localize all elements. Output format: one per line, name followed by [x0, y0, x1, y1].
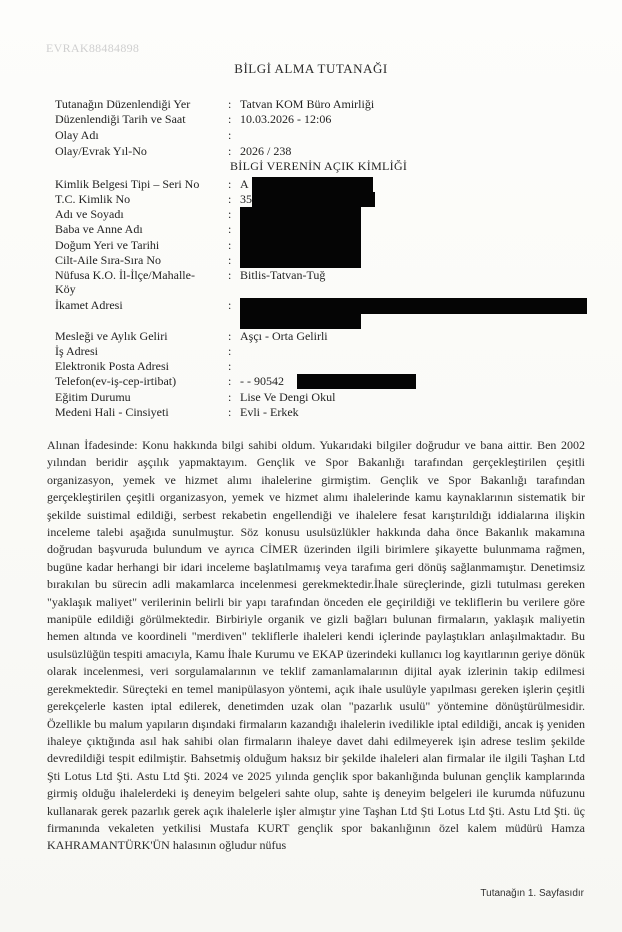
redaction-bar	[240, 222, 361, 268]
watermark: EVRAK88484898	[46, 41, 140, 55]
field-label-line2: Köy	[55, 282, 76, 296]
field-work-address: İş Adresi :	[55, 344, 232, 358]
field-label: Eğitim Durumu	[55, 390, 131, 404]
field-birth: Doğum Yeri ve Tarihi :	[55, 238, 232, 252]
redaction-bar	[252, 192, 375, 207]
field-value: Lise Ve Dengi Okul	[240, 390, 336, 404]
field-label: Nüfusa K.O. İl-İlçe/Mahalle-	[55, 268, 195, 282]
field-label: Olay Adı	[55, 128, 99, 142]
field-place: Tutanağın Düzenlendiği Yer : Tatvan KOM Büro Amirliği	[55, 97, 375, 111]
field-value: Evli - Erkek	[240, 405, 299, 419]
redaction-bar	[240, 314, 361, 329]
field-label: İş Adresi	[55, 344, 98, 358]
field-value: 2026 / 238	[240, 144, 292, 158]
field-occupation: Mesleği ve Aylık Geliri : Aşçı - Orta Gelirli	[55, 329, 328, 343]
field-phone: Telefon(ev-iş-cep-irtibat) : - - 90542	[55, 374, 284, 388]
field-label: Düzenlendiği Tarih ve Saat	[55, 112, 186, 126]
field-value: 35	[240, 192, 252, 206]
document-title: BİLGİ ALMA TUTANAĞI	[234, 61, 388, 76]
field-label: Baba ve Anne Adı	[55, 222, 143, 236]
field-label: Elektronik Posta Adresi	[55, 359, 169, 373]
redaction-bar	[240, 207, 361, 222]
field-parents: Baba ve Anne Adı :	[55, 222, 232, 236]
field-registry-location: Nüfusa K.O. İl-İlçe/Mahalle- Köy : Bitlis-Tatvan-Tuğ	[55, 268, 326, 296]
field-label: İkamet Adresi	[55, 298, 123, 312]
field-event-name: Olay Adı :	[55, 128, 232, 142]
field-value: Aşçı - Orta Gelirli	[240, 329, 328, 343]
field-label: Olay/Evrak Yıl-No	[55, 144, 147, 158]
field-tc-id: T.C. Kimlik No : 35	[55, 192, 252, 206]
field-marital-gender: Medeni Hali - Cinsiyeti : Evli - Erkek	[55, 405, 299, 419]
statement-text: Alınan İfadesinde: Konu hakkında bilgi sahibi oldum. Yukarıdaki bilgiler doğrudur ve bana aittir. Ben 2002 yılından beridir aşçılık yapmaktayım. Gençlik ve Spor Bakanlığı tarafından gerçekleştirilen çeşitli organizasyon, yemek ve hizmet alımı ihalelerine girmiştim. Gençlik ve Spor Bakanlığı tarafından gerçekleştirilen çeşitli organizasyon, yemek ve hizmet alımı ihalelerinde kamu kaynaklarının sistematik bir şekilde suistimal edildiği, serbest rekabetin engellendiği ve ihalelere fesat karıştırıldığı iddialarına ilişkin inceleme talebi aşağıda sunulmuştur. Söz konusu usulsüzlükler hakkında daha önce Bakanlık makamına doğrudan başvuruda bulundum ve ayrıca CİMER üzerinden ilgili birimlere şikayette bulunmama rağmen, bugüne kadar herhangi bir idari inceleme başlatılmamış veya tarafıma geri dönüş sağlanmamıştır. Denetimsiz bırakılan bu sürecin adli makamlarca incelenmesi gerekmektedir.İhale süreçlerinde, gizli tutulması gereken "yaklaşık maliyet" verilerinin belirli bir yapı tarafından önceden ele geçirildiği ve tekliflerin bu verilere göre manipüle edildiği görülmektedir. Birbiriyle organik ve gizli bağları bulunan firmaların, yaklaşık maliyetin hemen altında ve koordineli "merdiven" tekliflerle ihaleleri kendi içlerinde paylaştıkları anlaşılmaktadır. Bu usulsüzlüğün tespiti amacıyla, Kamu İhale Kurumu ve EKAP üzerindeki kullanıcı log kayıtlarının geriye dönük olarak incelenmesi, veri sorgulamalarının ve teklif zamanlamalarının dijital ayak izlerinin takip edilmesi gerekmektedir. Süreçteki en temel manipülasyon yöntemi, açık ihale usulüyle yapılması gereken işlerin çeşitli gerekçelerle kasten iptal edilerek, denetimden uzak olan "pazarlık usulü" yöntemine dönüştürülmesidir. Özellikle bu malum yapıların dışındaki firmaların kazandığı ihalelerin ivedilikle iptal edildiği, ancak iş yeniden ihaleye çıktığında asıl hak sahibi olan firmaların ihaleye davet dahi edilmeyerek işin adrese teslim şekilde devredildiği tespit edilmiştir. Bahsetmiş olduğum haksız bir şekilde ihaleleri alan firmalar ile ilgili Taşhan Ltd Şti Lotus Ltd Şti. Astu Ltd Şti. 2024 ve 2025 yılında gençlik spor bakanlığında bulunan gençlik kamplarında girmiş olduğu ihalelerdeki iş deneyim belgeleri sahte olup, sahte iş deneyim belgeleri ile kurumda nüfuzunu kullanarak gerek pazarlık gerek açık ihalelerle işler almıştır yine Taşhan Ltd Şti Lotus Ltd Şti. Astu Ltd Şti. üç firmanında vekaleten yetkilisi Mustafa KURT gençlik spor bakanlığının özel kalem müdürü Hamza KAHRAMANTÜRK'ÜN halasının oğludur nüfus	[47, 438, 585, 853]
field-value: A	[240, 177, 249, 191]
field-label: Adı ve Soyadı	[55, 207, 124, 221]
field-full-name: Adı ve Soyadı :	[55, 207, 232, 221]
field-label: Medeni Hali - Cinsiyeti	[55, 405, 169, 419]
field-value: Tatvan KOM Büro Amirliği	[240, 97, 375, 111]
field-id-type-serial: Kimlik Belgesi Tipi – Seri No : A	[55, 177, 249, 191]
field-email: Elektronik Posta Adresi :	[55, 359, 232, 373]
section-header: BİLGİ VERENİN AÇIK KİMLİĞİ	[230, 159, 408, 173]
field-registry-no: Cilt-Aile Sıra-Sıra No :	[55, 253, 232, 267]
field-value: Bitlis-Tatvan-Tuğ	[240, 268, 326, 282]
field-event-year-no: Olay/Evrak Yıl-No : 2026 / 238	[55, 144, 292, 158]
field-value: - - 90542	[240, 374, 284, 388]
redaction-bar	[252, 177, 373, 192]
page-footer: Tutanağın 1. Sayfasıdır	[480, 888, 584, 899]
field-value: 10.03.2026 - 12:06	[240, 112, 332, 126]
field-label: Cilt-Aile Sıra-Sıra No	[55, 253, 161, 267]
field-label: T.C. Kimlik No	[55, 192, 131, 206]
field-label: Mesleği ve Aylık Geliri	[55, 329, 168, 343]
redaction-bar	[240, 298, 587, 314]
field-address: İkamet Adresi :	[55, 298, 232, 312]
redaction-bar	[297, 374, 416, 389]
field-label: Telefon(ev-iş-cep-irtibat)	[55, 374, 177, 388]
field-education: Eğitim Durumu : Lise Ve Dengi Okul	[55, 390, 336, 404]
field-date-time: Düzenlendiği Tarih ve Saat : 10.03.2026 - 12:06	[55, 112, 332, 126]
field-label: Tutanağın Düzenlendiği Yer	[55, 97, 191, 111]
field-label: Doğum Yeri ve Tarihi	[55, 238, 160, 252]
field-label: Kimlik Belgesi Tipi – Seri No	[55, 177, 200, 191]
